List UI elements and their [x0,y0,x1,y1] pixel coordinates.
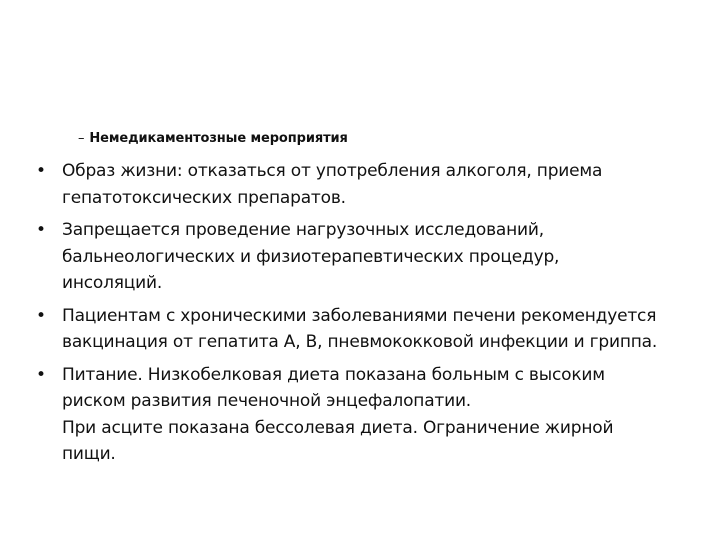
bullet-line: Пациентам с хроническими заболеваниями печени рекомендуется [62,305,657,326]
bullet-item-vaccination [36,303,696,356]
bullet-line: Образ жизни: отказаться от употребления алкоголя, приема [62,161,603,181]
bullet-item-nutrition [36,362,696,468]
bullet-line: Запрещается проведение нагрузочных исследований, [62,220,544,240]
bullet-line: инсоляций. [62,273,163,293]
bullet-icon: • [36,364,46,385]
bullet-line: гепатотоксических препаратов. [62,187,346,208]
subheading [78,131,348,146]
bullet-icon: • [36,305,46,326]
bullet-line: При асците показана бессолевая диета. Ограничение жирной [62,417,614,438]
subheading-dash: – [78,131,85,146]
bullet-icon: • [36,220,46,240]
bullet-line: риском развития печеночной энцефалопатии. [62,391,472,411]
bullet-line: вакцинация от гепатита А, В, пневмококковой инфекции и гриппа. [62,332,658,352]
bullet-line: Питание. Низкобелковая диета показана больным с высоким [62,364,605,385]
bullet-line: пищи. [62,444,116,464]
bullet-line: бальнеологических и физиотерапевтических процедур, [62,246,560,267]
subheading-text: Немедикаментозные мероприятия [89,131,348,146]
bullet-icon: • [36,161,46,181]
bullet-item-lifestyle [36,158,696,211]
bullet-list [36,158,696,474]
bullet-item-prohibitions [36,217,696,297]
